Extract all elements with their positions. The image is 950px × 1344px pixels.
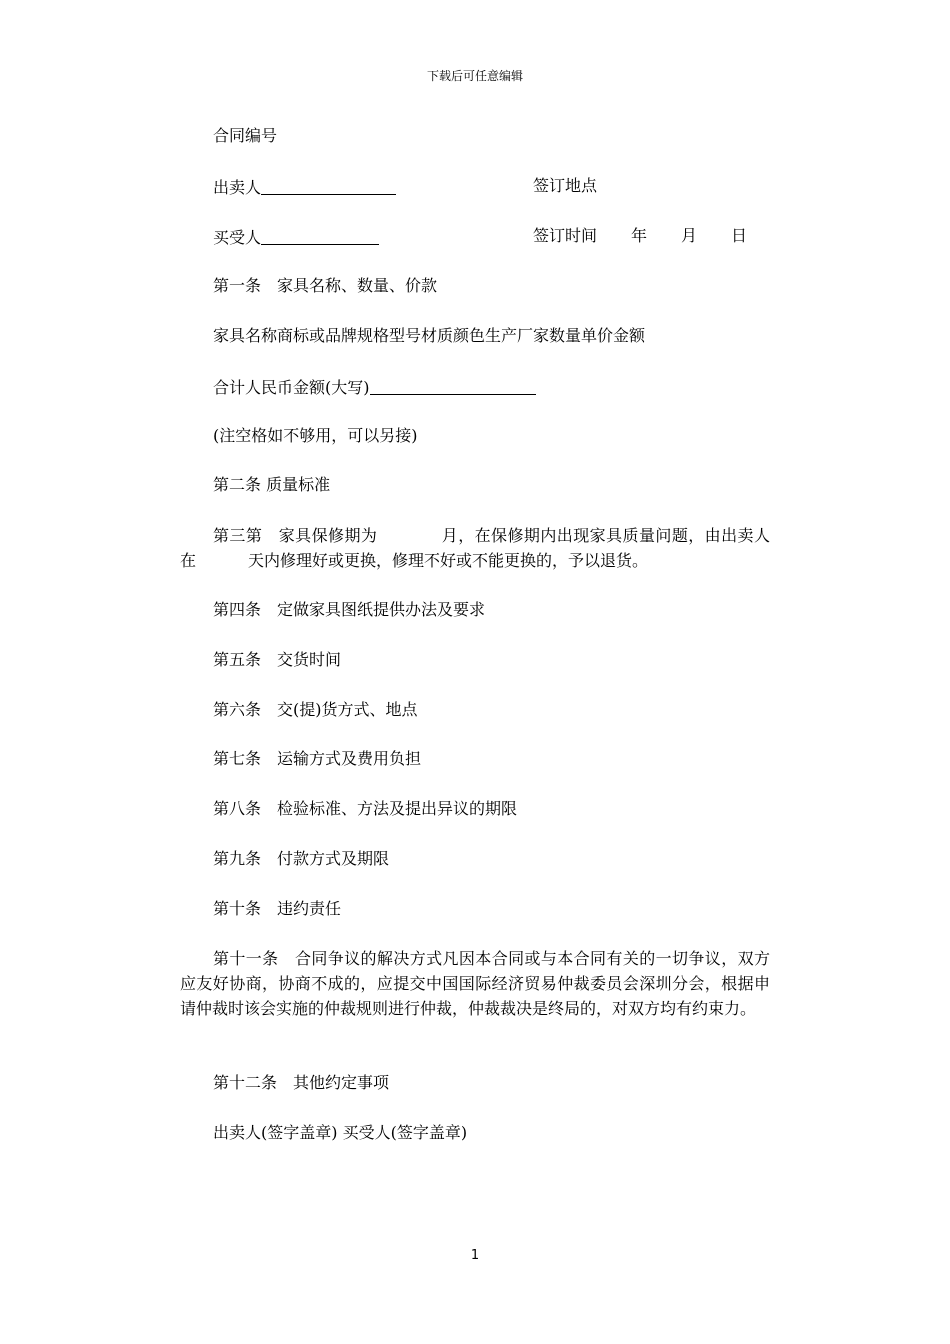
- time-label: 签订时间: [533, 226, 598, 245]
- article-6: 第六条 交(提)货方式、地点: [213, 700, 418, 719]
- buyer-line: [213, 224, 379, 250]
- seller-line: [213, 174, 396, 200]
- year-label: 年: [631, 226, 648, 245]
- sign-time-line: [533, 224, 747, 248]
- item-columns: 家具名称商标或品牌规格型号材质颜色生产厂家数量单价金额: [213, 326, 646, 345]
- total-blank: [370, 376, 536, 395]
- space-note: (注空格如不够用，可以另接): [213, 426, 418, 445]
- article-3-part-b: 月，在保修期内出现家具质量问题，由出卖人在: [180, 526, 770, 570]
- day-label: 日: [731, 226, 748, 245]
- article-2: 第二条 质量标准: [213, 475, 331, 494]
- article-10: 第十条 违约责任: [213, 899, 342, 918]
- buyer-blank: [261, 226, 379, 245]
- article-3: [180, 523, 770, 573]
- page-header: 下载后可任意编辑: [426, 69, 523, 83]
- month-label: 月: [681, 226, 698, 245]
- seller-blank: [261, 176, 396, 195]
- article-1: 第一条 家具名称、数量、价款: [213, 276, 438, 295]
- page-number: 1: [470, 1248, 480, 1263]
- article-9: 第九条 付款方式及期限: [213, 849, 390, 868]
- total-line: [213, 374, 536, 400]
- buyer-label: 买受人: [213, 228, 262, 247]
- contract-number-label: 合同编号: [213, 126, 278, 145]
- place-label: 签订地点: [533, 176, 598, 195]
- article-4: 第四条 定做家具图纸提供办法及要求: [213, 600, 486, 619]
- total-label: 合计人民币金额(大写): [213, 378, 370, 397]
- article-5: 第五条 交货时间: [213, 650, 342, 669]
- article-8: 第八条 检验标准、方法及提出异议的期限: [213, 799, 518, 818]
- article-12: 第十二条 其他约定事项: [213, 1073, 390, 1092]
- article-3-part-a: 第三第 家具保修期为: [213, 526, 378, 545]
- article-11: 第十一条 合同争议的解决方式凡因本合同或与本合同有关的一切争议，双方应友好协商，协商不成的，应提交中国国际经济贸易仲裁委员会深圳分会，根据申请仲裁时该会实施的仲裁规则进行仲裁，仲裁裁决是终局的，对双方均有约束力。: [180, 949, 770, 1018]
- signature-line: 出卖人(签字盖章) 买受人(签字盖章): [213, 1123, 468, 1142]
- seller-label: 出卖人: [213, 178, 262, 197]
- article-3-part-c: 天内修理好或更换，修理不好或不能更换的，予以退货。: [248, 551, 649, 570]
- article-7: 第七条 运输方式及费用负担: [213, 749, 422, 768]
